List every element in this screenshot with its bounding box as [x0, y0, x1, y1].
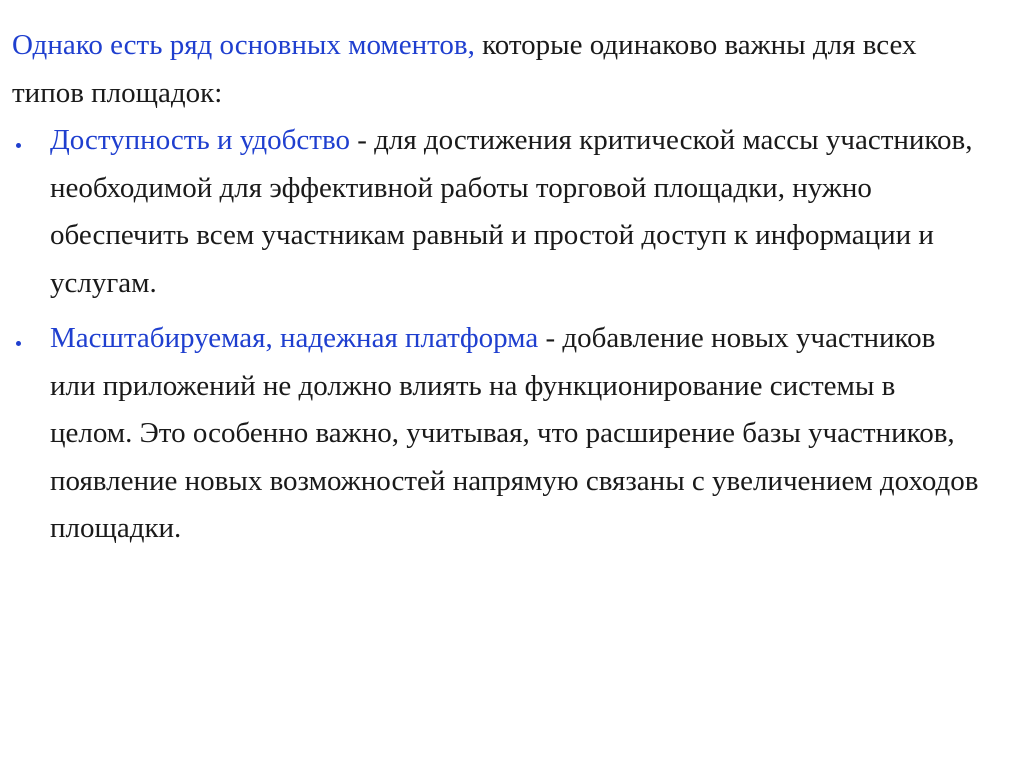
- bullet-term: Масштабируемая, надежная платформа: [50, 322, 539, 354]
- intro-text: которые одинаково важны для всех типов площадок:: [12, 29, 917, 109]
- bullet-list: [12, 117, 984, 553]
- intro-paragraph: [12, 22, 984, 117]
- intro-highlight: Однако есть ряд основных моментов,: [12, 29, 475, 61]
- bullet-term: Доступность и удобство: [50, 124, 350, 156]
- bullet-text: - добавление новых участников или приложений не должно влиять на функционирование системы в целом. Это особенно важно, учитывая, что расширение базы участников, появление новых возможностей напрямую связаны с увеличением доходов площадки.: [50, 322, 979, 544]
- bullet-item-accessibility: [12, 117, 984, 307]
- bullet-dot-icon: [12, 117, 24, 165]
- bullet-text: - для достижения критической массы участников, необходимой для эффективной работы торговой площадки, нужно обеспечить всем участникам равный и простой доступ к информации и услугам.: [50, 124, 973, 299]
- bullet-item-platform: [12, 315, 984, 553]
- bullet-dot-icon: [12, 315, 24, 363]
